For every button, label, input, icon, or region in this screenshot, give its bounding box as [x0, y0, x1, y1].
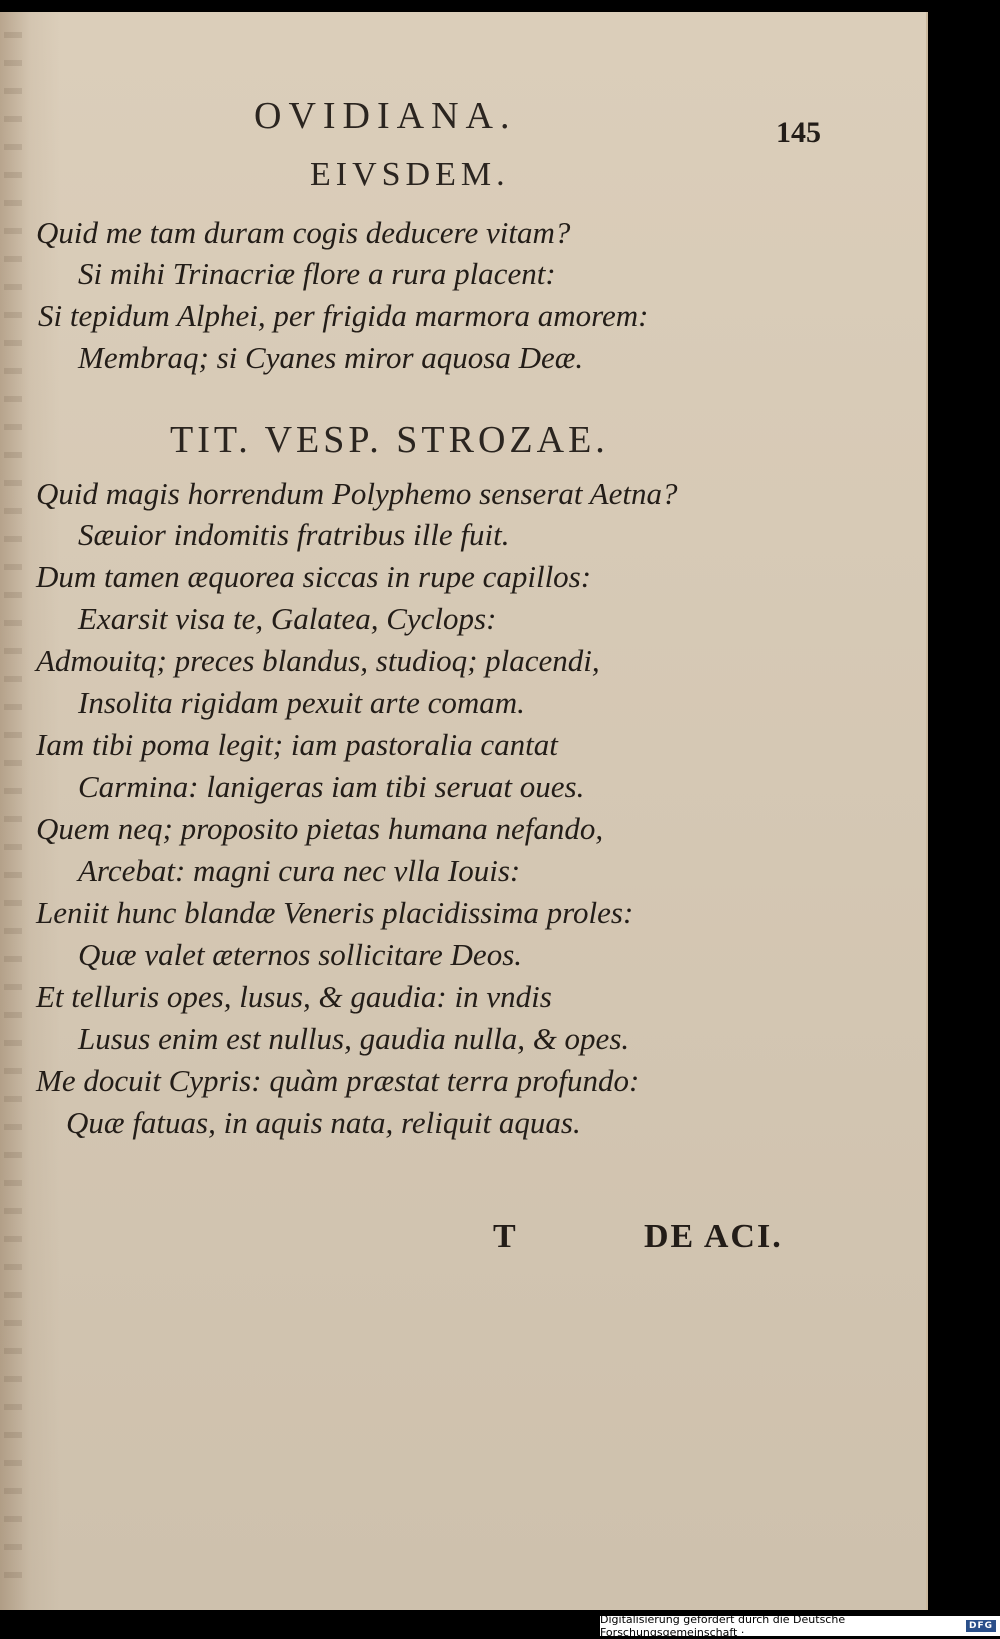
- verse-line: Quæ valet æternos sollicitare Deos.: [78, 937, 523, 972]
- verse-line: Insolita rigidam pexuit arte comam.: [78, 685, 525, 720]
- section-heading-strozae: TIT. VESP. STROZAE.: [170, 419, 609, 461]
- section-heading-eiusdem: EIVSDEM.: [310, 156, 510, 193]
- verse-line: Iam tibi poma legit; iam pastoralia cantat: [36, 727, 558, 762]
- verse-line: Quid magis horrendum Polyphemo senserat Aetna?: [36, 476, 678, 511]
- digitization-credit: [600, 1613, 1000, 1639]
- verse-line: Dum tamen æquorea siccas in rupe capillos:: [36, 559, 592, 594]
- verse-line: Quid me tam duram cogis deducere vitam?: [36, 215, 571, 250]
- verse-line: Sæuior indomitis fratribus ille fuit.: [78, 517, 510, 552]
- verse-line: Si tepidum Alphei, per frigida marmora amorem:: [38, 298, 649, 333]
- running-head: OVIDIANA.: [254, 95, 517, 137]
- verse-line: Me docuit Cypris: quàm præstat terra profundo:: [36, 1063, 640, 1098]
- dfg-logo-icon: DFG: [966, 1620, 996, 1632]
- book-page: [0, 12, 928, 1610]
- verse-line: Et telluris opes, lusus, & gaudia: in vndis: [36, 979, 552, 1014]
- verse-line: Exarsit visa te, Galatea, Cyclops:: [78, 601, 497, 636]
- catchword: DE ACI.: [644, 1218, 783, 1255]
- verse-line: Lusus enim est nullus, gaudia nulla, & opes.: [78, 1021, 630, 1056]
- verse-line: Arcebat: magni cura nec vlla Iouis:: [78, 853, 521, 888]
- verse-line: Admouitq; preces blandus, studioq; placendi,: [36, 643, 600, 678]
- page-number: 145: [776, 116, 821, 149]
- verse-line: Quem neq; proposito pietas humana nefando,: [36, 811, 604, 846]
- verse-line: Si mihi Trinacriæ flore a rura placent:: [78, 256, 556, 291]
- signature-mark: T: [493, 1218, 516, 1255]
- verse-line: Carmina: lanigeras iam tibi seruat oues.: [78, 769, 585, 804]
- verse-line: Quæ fatuas, in aquis nata, reliquit aquas.: [66, 1105, 581, 1140]
- gutter-stain: [4, 32, 22, 1592]
- verse-line: Membraq; si Cyanes miror aquosa Deæ.: [78, 340, 584, 375]
- verse-line: Leniit hunc blandæ Veneris placidissima proles:: [36, 895, 634, 930]
- credit-text: Digitalisierung gefördert durch die Deutsche Forschungsgemeinschaft ·: [600, 1613, 846, 1639]
